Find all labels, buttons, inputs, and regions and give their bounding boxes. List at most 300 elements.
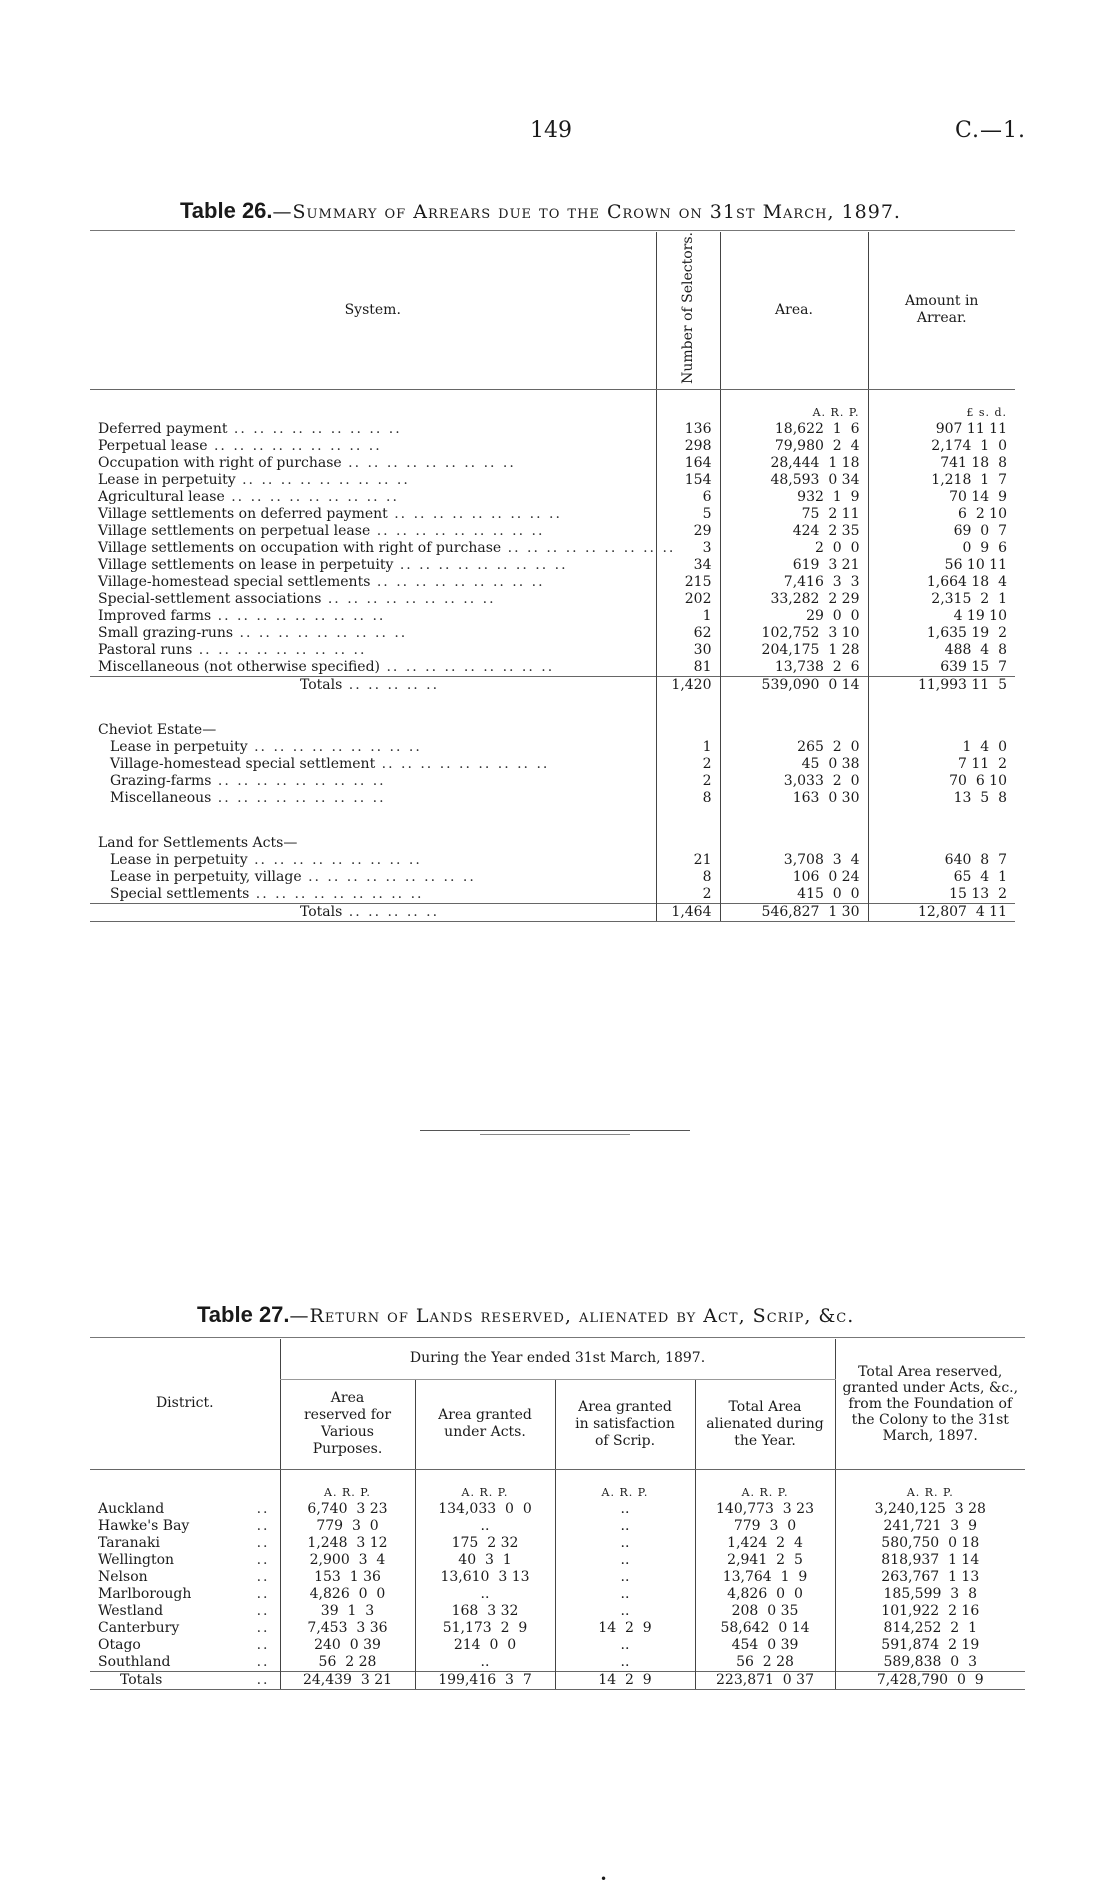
reserved-cell: 1,248 3 12 [280,1535,415,1552]
table-row [90,1535,1025,1552]
alienated-cell: 58,642 0 14 [695,1620,835,1637]
row-label-text: Special settlements [110,885,250,902]
arrear-cell: 741 18 8 [868,455,1015,472]
leader-dots: .. [256,1517,270,1534]
spacer-cell [656,694,720,708]
leader-dots: .. .. .. .. .. .. .. .. .. [387,505,562,522]
selectors-cell: 1 [656,608,720,625]
total-cell: 818,937 1 14 [835,1552,1025,1569]
scrip-total: 14 2 9 [555,1671,695,1689]
totals-row [90,676,1015,694]
total-cell: 589,838 0 3 [835,1654,1025,1672]
selectors-cell: 6 [656,489,720,506]
table-row [90,773,1015,790]
arrear-cell: 1 4 0 [868,739,1015,756]
acts-cell: 214 0 0 [415,1637,555,1654]
area-cell: 18,622 1 6 [720,421,868,438]
selectors-cell: 202 [656,591,720,608]
total-cell: 814,252 2 1 [835,1620,1025,1637]
district-name: Otago [98,1636,141,1653]
district-name: Hawke's Bay [98,1517,190,1534]
leader-dots: .. .. .. .. .. [342,903,440,920]
column-header-arrear: Amount in Arrear. [868,232,1015,389]
table-26-number: Table 26. [180,198,273,223]
row-label [90,591,656,608]
alienated-cell: 779 3 0 [695,1518,835,1535]
area-cell: 265 2 0 [720,739,868,756]
acts-cell: 134,033 0 0 [415,1501,555,1518]
table-row [90,1586,1025,1603]
table-27-number: Table 27. [197,1302,290,1327]
leader-dots: .. .. .. .. .. .. .. .. .. [370,573,545,590]
row-label-text: Lease in perpetuity [110,851,248,868]
area-cell: 33,282 2 29 [720,591,868,608]
area-cell: 79,980 2 4 [720,438,868,455]
scrip-units: A. R. P. [555,1469,695,1501]
totals-label-text: Totals [300,676,343,693]
leader-dots: .. [256,1602,270,1619]
acts-cell: 51,173 2 9 [415,1620,555,1637]
section-divider [420,1130,690,1131]
leader-dots: .. [256,1671,270,1688]
district-cell [90,1569,280,1586]
district-name: Taranaki [98,1534,160,1551]
table-row [90,523,1015,540]
selectors-cell: 2 [656,886,720,904]
leader-dots: .. .. .. .. .. .. .. .. .. [224,488,399,505]
row-label [90,472,656,489]
acts-cell: 168 3 32 [415,1603,555,1620]
table-26-title [180,198,901,224]
table-row [90,557,1015,574]
table-row [90,421,1015,438]
acts-cell: .. [415,1654,555,1672]
alienated-total: 223,871 0 37 [695,1671,835,1689]
section-divider-short [480,1134,630,1135]
area-cell: 7,416 3 3 [720,574,868,591]
area-cell: 75 2 11 [720,506,868,523]
area-total: 539,090 0 14 [720,676,868,694]
total-cell: 3,240,125 3 28 [835,1501,1025,1518]
district-cell [90,1620,280,1637]
scrip-cell: .. [555,1501,695,1518]
area-cell: 619 3 21 [720,557,868,574]
table-row [90,540,1015,557]
scrip-cell: .. [555,1654,695,1672]
spacer-cell [90,807,656,821]
area-cell: 28,444 1 18 [720,455,868,472]
selectors-cell: 136 [656,421,720,438]
alienated-cell: 13,764 1 9 [695,1569,835,1586]
scrip-cell: .. [555,1552,695,1569]
selectors-total: 1,464 [656,903,720,921]
area-cell: 932 1 9 [720,489,868,506]
row-label [90,773,656,790]
units-blank [656,389,720,421]
alienated-cell: 2,941 2 5 [695,1552,835,1569]
acts-cell: 175 2 32 [415,1535,555,1552]
table-row [90,625,1015,642]
reserved-cell: 240 0 39 [280,1637,415,1654]
totals-label-text: Totals [120,1671,163,1688]
row-label-text: Lease in perpetuity, village [110,868,302,885]
alienated-cell: 1,424 2 4 [695,1535,835,1552]
arrear-cell: 488 4 8 [868,642,1015,659]
arrear-blank [868,708,1015,739]
spacer-cell [868,807,1015,821]
row-label-text: Small grazing-runs [98,624,234,641]
arrear-cell: 640 8 7 [868,852,1015,869]
scrip-cell: .. [555,1603,695,1620]
table-row [90,574,1015,591]
row-label [90,506,656,523]
totals-row [90,1671,1025,1689]
arrear-cell: 907 11 11 [868,421,1015,438]
alienated-cell: 208 0 35 [695,1603,835,1620]
column-header-area: Area. [720,232,868,389]
district-name: Marlborough [98,1585,192,1602]
leader-dots: .. .. .. .. .. .. .. .. .. [370,522,545,539]
spacer-cell [720,694,868,708]
area-cell: 29 0 0 [720,608,868,625]
reserved-cell: 153 1 36 [280,1569,415,1586]
selectors-cell: 30 [656,642,720,659]
selectors-cell: 2 [656,756,720,773]
spacer-cell [90,694,656,708]
row-label [90,790,656,807]
selectors-cell: 298 [656,438,720,455]
leader-dots: .. [256,1534,270,1551]
leader-dots: .. [256,1619,270,1636]
table-27 [90,1339,1025,1690]
district-name: Nelson [98,1568,148,1585]
row-label [90,489,656,506]
table-row [90,438,1015,455]
selectors-cell: 1 [656,739,720,756]
spacer-row [90,807,1015,821]
total-total: 7,428,790 0 9 [835,1671,1025,1689]
reserved-cell: 39 1 3 [280,1603,415,1620]
row-label [90,438,656,455]
selectors-cell: 154 [656,472,720,489]
table-row [90,790,1015,807]
totals-label-text: Totals [300,903,343,920]
row-label-text: Lease in perpetuity [110,738,248,755]
arrear-cell: 1,635 19 2 [868,625,1015,642]
acts-cell: .. [415,1586,555,1603]
row-label-text: Village settlements on perpetual lease [98,522,371,539]
table-row [90,869,1015,886]
district-name: Southland [98,1653,171,1670]
selectors-cell: 29 [656,523,720,540]
row-label [90,574,656,591]
arrear-cell: 0 9 6 [868,540,1015,557]
alienated-cell: 56 2 28 [695,1654,835,1672]
table-row [90,591,1015,608]
page-number: 149 [530,118,572,143]
row-label-text: Village settlements on occupation with right of purchase [98,539,502,556]
leader-dots: .. .. .. .. .. .. .. .. .. [207,437,382,454]
selectors-blank [656,821,720,852]
leader-dots: .. [256,1636,270,1653]
selectors-cell: 164 [656,455,720,472]
scrip-cell: .. [555,1637,695,1654]
arrear-cell: 2,315 2 1 [868,591,1015,608]
totals-label [90,676,656,694]
leader-dots: .. .. .. .. .. .. .. .. .. [227,420,402,437]
scrip-cell: .. [555,1518,695,1535]
leader-dots: .. .. .. .. .. .. .. .. .. [393,556,568,573]
reserved-cell: 779 3 0 [280,1518,415,1535]
column-header-scrip: Area granted in satisfaction of Scrip. [555,1379,695,1469]
reserved-total: 24,439 3 21 [280,1671,415,1689]
leader-dots: .. .. .. .. .. .. .. .. .. [301,868,476,885]
arrear-total: 11,993 11 5 [868,676,1015,694]
district-cell [90,1501,280,1518]
row-label-text: Occupation with right of purchase [98,454,342,471]
area-cell: 3,708 3 4 [720,852,868,869]
row-label [90,421,656,438]
arrear-cell: 70 6 10 [868,773,1015,790]
area-cell: 424 2 35 [720,523,868,540]
district-name: Wellington [98,1551,175,1568]
total-cell: 580,750 0 18 [835,1535,1025,1552]
row-label-text: Improved farms [98,607,212,624]
units-row [90,1469,1025,1501]
table-row [90,852,1015,869]
selectors-cell: 8 [656,790,720,807]
arrear-cell: 13 5 8 [868,790,1015,807]
row-label [90,659,656,677]
area-cell: 415 0 0 [720,886,868,904]
alienated-cell: 454 0 39 [695,1637,835,1654]
arrear-cell: 1,218 1 7 [868,472,1015,489]
table-row [90,455,1015,472]
row-label-text: Special-settlement associations [98,590,322,607]
column-header-system: System. [90,232,656,389]
row-label-text: Miscellaneous (not otherwise specified) [98,658,381,675]
row-label-text: Miscellaneous [110,789,212,806]
leader-dots: .. [256,1653,270,1670]
reserved-cell: 56 2 28 [280,1654,415,1672]
row-label-text: Perpetual lease [98,437,208,454]
leader-dots: .. .. .. .. .. .. .. .. .. [233,624,408,641]
leader-dots: .. .. .. .. .. .. .. .. .. [211,607,386,624]
area-cell: 45 0 38 [720,756,868,773]
area-cell: 102,752 3 10 [720,625,868,642]
total-cell: 185,599 3 8 [835,1586,1025,1603]
selectors-cell: 3 [656,540,720,557]
table-row [90,608,1015,625]
row-label [90,625,656,642]
reserved-units: A. R. P. [280,1469,415,1501]
arrear-cell: 70 14 9 [868,489,1015,506]
leader-dots: .. .. .. .. .. .. .. .. .. [380,658,555,675]
table-26-top-rule [90,230,1015,231]
total-units: A. R. P. [835,1469,1025,1501]
row-label [90,608,656,625]
row-label-text: Village-homestead special settlement [110,755,376,772]
total-cell: 241,721 3 9 [835,1518,1025,1535]
arrear-cell: 4 19 10 [868,608,1015,625]
area-cell: 163 0 30 [720,790,868,807]
table-26 [90,232,1015,922]
acts-total: 199,416 3 7 [415,1671,555,1689]
reserved-cell: 2,900 3 4 [280,1552,415,1569]
table-row [90,1603,1025,1620]
leader-dots: .. .. .. .. .. .. .. .. .. [321,590,496,607]
row-label [90,886,656,904]
table-row [90,739,1015,756]
acts-cell: .. [415,1518,555,1535]
column-header-alienated: Total Area alienated during the Year. [695,1379,835,1469]
leader-dots: .. .. .. .. .. .. .. .. .. [247,851,422,868]
reserved-cell: 7,453 3 36 [280,1620,415,1637]
area-cell: 106 0 24 [720,869,868,886]
acts-cell: 13,610 3 13 [415,1569,555,1586]
alienated-cell: 140,773 3 23 [695,1501,835,1518]
total-cell: 591,874 2 19 [835,1637,1025,1654]
row-label-text: Village settlements on deferred payment [98,505,388,522]
column-header-district: District. [90,1339,280,1469]
spacer-row [90,694,1015,708]
district-cell [90,1603,280,1620]
row-label [90,557,656,574]
area-blank [720,708,868,739]
totals-row [90,903,1015,921]
district-name: Auckland [98,1500,165,1517]
arrear-cell: 69 0 7 [868,523,1015,540]
row-label [90,852,656,869]
units-row [90,389,1015,421]
spacer-cell [868,694,1015,708]
selectors-cell: 8 [656,869,720,886]
table-row [90,472,1015,489]
scrip-cell: 14 2 9 [555,1620,695,1637]
arrear-cell: 6 2 10 [868,506,1015,523]
arrear-cell: 56 10 11 [868,557,1015,574]
scrip-cell: .. [555,1535,695,1552]
leader-dots: .. [256,1551,270,1568]
leader-dots: .. .. .. .. .. .. .. .. .. [247,738,422,755]
leader-dots: .. [256,1568,270,1585]
arrear-units: £ s. d. [868,389,1015,421]
column-header-acts: Area granted under Acts. [415,1379,555,1469]
table-row [90,506,1015,523]
area-total: 546,827 1 30 [720,903,868,921]
table-row [90,1569,1025,1586]
arrear-cell: 639 15 7 [868,659,1015,677]
area-cell: 2 0 0 [720,540,868,557]
table-27-top-rule [90,1337,1025,1338]
selectors-blank [656,708,720,739]
row-label-text: Grazing-farms [110,772,212,789]
section-heading-row [90,708,1015,739]
table-row [90,642,1015,659]
section-heading: Cheviot Estate— [98,721,217,738]
totals-label [90,903,656,921]
row-label [90,869,656,886]
selectors-cell: 34 [656,557,720,574]
district-name: Canterbury [98,1619,180,1636]
leader-dots: .. .. .. .. .. .. .. .. .. [249,885,424,902]
arrear-cell: 1,664 18 4 [868,574,1015,591]
table-row [90,886,1015,904]
district-name: Westland [98,1602,164,1619]
row-label [90,523,656,540]
table-row [90,1518,1025,1535]
units-blank [90,389,656,421]
table-row [90,1620,1025,1637]
row-label [90,455,656,472]
selectors-cell: 215 [656,574,720,591]
column-header-during-year: During the Year ended 31st March, 1897. [280,1339,835,1379]
district-cell [90,1535,280,1552]
district-cell [90,1586,280,1603]
row-label-text: Pastoral runs [98,641,193,658]
area-cell: 13,738 2 6 [720,659,868,677]
row-label-text: Village-homestead special settlements [98,573,371,590]
units-blank [90,1469,280,1501]
page-mark: • [600,1872,608,1886]
acts-units: A. R. P. [415,1469,555,1501]
column-header-reserved: Area reserved for Various Purposes. [280,1379,415,1469]
alienated-cell: 4,826 0 0 [695,1586,835,1603]
table-row [90,659,1015,677]
leader-dots: .. .. .. .. .. .. .. .. .. [235,471,410,488]
area-cell: 204,175 1 28 [720,642,868,659]
row-label-text: Agricultural lease [98,488,225,505]
arrear-blank [868,821,1015,852]
row-label-text: Deferred payment [98,420,228,437]
column-header-selectors: Number of Selectors. [656,232,720,389]
arrear-cell: 65 4 1 [868,869,1015,886]
arrear-cell: 2,174 1 0 [868,438,1015,455]
leader-dots: .. .. .. .. .. .. .. .. .. [211,772,386,789]
selectors-cell: 5 [656,506,720,523]
area-cell: 48,593 0 34 [720,472,868,489]
district-cell [90,1637,280,1654]
district-cell [90,1552,280,1569]
table-26-caption: —Summary of Arrears due to the Crown on 31st March, 1897. [272,201,901,223]
spacer-cell [656,807,720,821]
table-row [90,1637,1025,1654]
row-label-text: Lease in perpetuity [98,471,236,488]
section-heading: Land for Settlements Acts— [98,834,298,851]
document-reference: C.—1. [955,118,1027,143]
leader-dots: .. .. .. .. .. .. .. .. .. [375,755,550,772]
leader-dots: .. .. .. .. .. .. .. .. .. [192,641,367,658]
spacer-cell [720,807,868,821]
leader-dots: .. .. .. .. .. [342,676,440,693]
row-label [90,739,656,756]
area-blank [720,821,868,852]
selectors-cell: 21 [656,852,720,869]
arrear-cell: 15 13 2 [868,886,1015,904]
district-cell [90,1654,280,1672]
area-cell: 3,033 2 0 [720,773,868,790]
column-header-total-area: Total Area reserved, granted under Acts, &c., from the Foundation of the Colony to the 31st March, 1897. [835,1339,1025,1469]
area-units: A. R. P. [720,389,868,421]
total-cell: 263,767 1 13 [835,1569,1025,1586]
leader-dots: .. .. .. .. .. .. .. .. .. [211,789,386,806]
row-label-text: Village settlements on lease in perpetuity [98,556,394,573]
selectors-cell: 2 [656,773,720,790]
row-label [90,539,676,557]
arrear-total: 12,807 4 11 [868,903,1015,921]
scrip-cell: .. [555,1569,695,1586]
row-label [90,642,656,659]
